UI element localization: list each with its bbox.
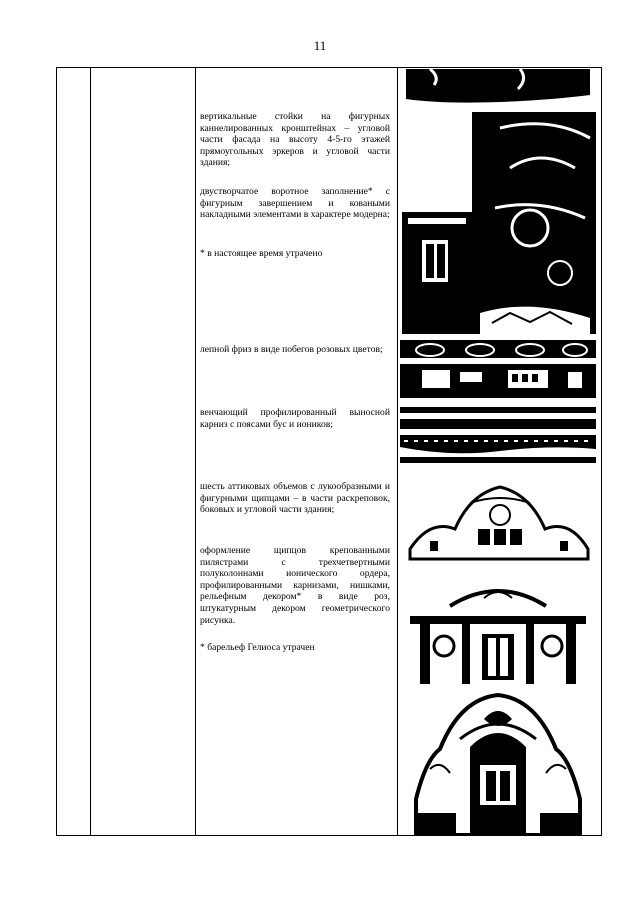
desc-helios-note (200, 642, 390, 654)
footnote-helios-lost: * барельеф Гелиоса утрачен (200, 642, 315, 653)
desc-gate-note (200, 248, 390, 260)
photo-gable-pilasters (400, 576, 596, 686)
desc-vertical-posts (200, 111, 390, 169)
paragraph-cornice: венчающий профилированный выносной карниз с поясами бус и иоников; (200, 407, 390, 430)
column-divider-1 (90, 67, 91, 836)
paragraph-gate: двустворчатое воротное заполнение* с фигурным завершением и коваными накладными элементами в характере модерна; (200, 186, 390, 221)
paragraph-frieze: лепной фриз в виде побегов розовых цветов; (200, 344, 383, 355)
paragraph-gables: оформление щипцов крепованными пилястрами с трехчетвертными полуколоннами ионического ордера, профилированными карнизами, нишками, рельефным декором* в виде роз, штукатурным декором геометрического рисунка. (200, 545, 390, 626)
page-number: 11 (313, 38, 327, 53)
desc-gables (200, 545, 390, 626)
desc-cornice (200, 407, 390, 430)
photo-cornice (400, 405, 596, 473)
photo-gable-closeup (400, 689, 596, 835)
photo-gate (400, 108, 596, 334)
paragraph-vertical-posts: вертикальные стойки на фигурных каннелированных кронштейнах – угловой части фасада на высоту 4-5-го этажей прямоугольных эркеров и угловой части здания; (200, 111, 390, 169)
desc-attic (200, 481, 390, 516)
paragraph-attic: шесть аттиковых объемов с лукообразными и фигурными щипцами – в части раскреповок, боковых и угловой части здания; (200, 481, 390, 516)
photo-frieze (400, 340, 596, 398)
desc-gate (200, 186, 390, 221)
photo-top-strip (400, 69, 596, 106)
footnote-gate-lost: * в настоящее время утрачено (200, 248, 323, 259)
desc-frieze (200, 344, 390, 356)
column-divider-3 (397, 67, 398, 836)
photo-attic-gables (400, 479, 596, 569)
column-divider-2 (195, 67, 196, 836)
